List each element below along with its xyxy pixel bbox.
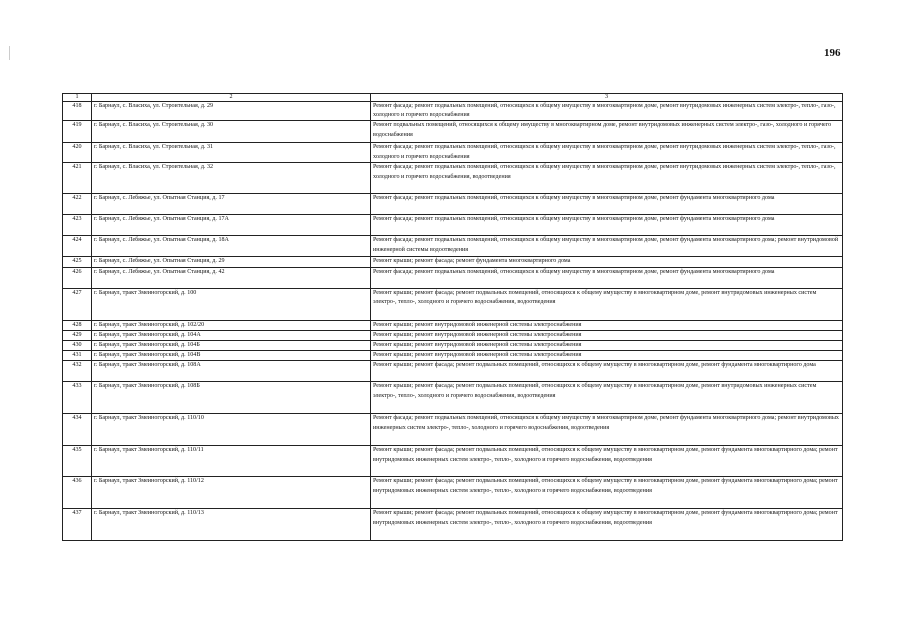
header-col-address: 2 xyxy=(92,94,371,102)
row-number-cell: 429 xyxy=(63,330,92,340)
address-cell: г. Барнаул, тракт Змеиногорский, д. 110/11 xyxy=(92,446,371,477)
row-number-cell: 418 xyxy=(63,102,92,121)
row-number-cell: 425 xyxy=(63,257,92,267)
table-row xyxy=(63,215,843,236)
address-cell: г. Барнаул, тракт Змеиногорский, д. 104А xyxy=(92,330,371,340)
address-cell: г. Барнаул, с. Лебяжье, ул. Опытная Станция, д. 29 xyxy=(92,257,371,267)
address-cell: г. Барнаул, тракт Змеиногорский, д. 110/12 xyxy=(92,477,371,509)
works-cell: Ремонт фасада; ремонт подвальных помещений, относящихся к общему имуществу в многоквартирном доме, ремонт фундамента многоквартирного дома; ремонт внутридомовой инженерной системы водоотведения xyxy=(371,236,843,257)
works-cell: Ремонт крыши; ремонт фасада; ремонт подвальных помещений, относящихся к общему имуществу в многоквартирном доме, ремонт фундамента многоквартирного дома xyxy=(371,361,843,382)
works-cell: Ремонт крыши; ремонт внутридомовой инженерной системы электроснабжения xyxy=(371,341,843,351)
table-row xyxy=(63,288,843,320)
works-cell: Ремонт фасада; ремонт подвальных помещений, относящихся к общему имуществу в многоквартирном доме, ремонт внутридомовых инженерных систем электро-, тепло-, газо-, холодного и горячего водоснабжения, водоотведения xyxy=(371,163,843,194)
table-row xyxy=(63,341,843,351)
row-number-cell: 422 xyxy=(63,194,92,215)
address-cell: г. Барнаул, с. Власиха, ул. Строительная, д. 29 xyxy=(92,102,371,121)
row-number-cell: 437 xyxy=(63,509,92,541)
works-cell: Ремонт крыши; ремонт фасада; ремонт подвальных помещений, относящихся к общему имуществу в многоквартирном доме, ремонт фундамента многоквартирного дома; ремонт внутридомовых инженерных систем электро-, тепло-, холодного и горячего водоснабжения, водоотведения xyxy=(371,509,843,541)
works-cell: Ремонт крыши; ремонт внутридомовой инженерной системы электроснабжения xyxy=(371,330,843,340)
header-col-number: 1 xyxy=(63,94,92,102)
works-cell: Ремонт фасада; ремонт подвальных помещений, относящихся к общему имуществу в многоквартирном доме, ремонт фундамента многоквартирного дома xyxy=(371,194,843,215)
address-cell: г. Барнаул, с. Лебяжье, ул. Опытная Станция, д. 42 xyxy=(92,267,371,288)
address-cell: г. Барнаул, с. Лебяжье, ул. Опытная Станция, д. 17А xyxy=(92,215,371,236)
row-number-cell: 436 xyxy=(63,477,92,509)
works-cell: Ремонт крыши; ремонт внутридомовой инженерной системы электроснабжения xyxy=(371,320,843,330)
works-cell: Ремонт крыши; ремонт фасада; ремонт подвальных помещений, относящихся к общему имуществу в многоквартирном доме, ремонт внутридомовых инженерных систем электро-, тепло-, холодного и горячего водоснабжения, водоотведения xyxy=(371,288,843,320)
row-number-cell: 434 xyxy=(63,414,92,446)
table-row xyxy=(63,320,843,330)
table-row xyxy=(63,163,843,194)
row-number-cell: 427 xyxy=(63,288,92,320)
row-number-cell: 426 xyxy=(63,267,92,288)
table-header-row xyxy=(63,94,843,102)
table-row xyxy=(63,236,843,257)
table-row xyxy=(63,414,843,446)
works-cell: Ремонт фасада; ремонт подвальных помещений, относящихся к общему имуществу в многоквартирном доме, ремонт внутридомовых инженерных систем электро-, тепло-, газо-, холодного и горячего водоснабжения xyxy=(371,143,843,163)
address-cell: г. Барнаул, тракт Змеиногорский, д. 104Б xyxy=(92,341,371,351)
address-cell: г. Барнаул, тракт Змеиногорский, д. 110/10 xyxy=(92,414,371,446)
works-cell: Ремонт крыши; ремонт фасада; ремонт фундамента многоквартирного дома xyxy=(371,257,843,267)
table-row xyxy=(63,361,843,382)
address-cell: г. Барнаул, тракт Змеиногорский, д. 102/20 xyxy=(92,320,371,330)
table-body xyxy=(63,102,843,541)
address-cell: г. Барнаул, с. Власиха, ул. Строительная, д. 31 xyxy=(92,143,371,163)
table-row xyxy=(63,330,843,340)
row-number-cell: 435 xyxy=(63,446,92,477)
table-row xyxy=(63,477,843,509)
row-number-cell: 419 xyxy=(63,121,92,143)
address-cell: г. Барнаул, с. Власиха, ул. Строительная, д. 32 xyxy=(92,163,371,194)
table-row xyxy=(63,509,843,541)
address-cell: г. Барнаул, тракт Змеиногорский, д. 108Б xyxy=(92,382,371,414)
works-cell: Ремонт крыши; ремонт внутридомовой инженерной системы электроснабжения xyxy=(371,351,843,361)
row-number-cell: 423 xyxy=(63,215,92,236)
address-cell: г. Барнаул, тракт Змеиногорский, д. 110/13 xyxy=(92,509,371,541)
table-row xyxy=(63,382,843,414)
address-cell: г. Барнаул, тракт Змеиногорский, д. 104В xyxy=(92,351,371,361)
row-number-cell: 430 xyxy=(63,341,92,351)
row-number-cell: 420 xyxy=(63,143,92,163)
works-cell: Ремонт крыши; ремонт фасада; ремонт подвальных помещений, относящихся к общему имуществу в многоквартирном доме, ремонт фундамента многоквартирного дома; ремонт внутридомовых инженерных систем электро-, тепло-, холодного и горячего водоснабжения, водоотведения xyxy=(371,446,843,477)
works-cell: Ремонт фасада; ремонт подвальных помещений, относящихся к общему имуществу в многоквартирном доме, ремонт фундамента многоквартирного дома; ремонт внутридомовых инженерных систем электро-, тепло-, холодного и горячего водоснабжения, водоотведения xyxy=(371,414,843,446)
table-row xyxy=(63,351,843,361)
address-cell: г. Барнаул, с. Лебяжье, ул. Опытная Станция, д. 18А xyxy=(92,236,371,257)
table-row xyxy=(63,257,843,267)
address-cell: г. Барнаул, тракт Змеиногорский, д. 100 xyxy=(92,288,371,320)
row-number-cell: 428 xyxy=(63,320,92,330)
row-number-cell: 431 xyxy=(63,351,92,361)
table-row xyxy=(63,102,843,121)
table-row xyxy=(63,143,843,163)
works-cell: Ремонт фасада; ремонт подвальных помещений, относящихся к общему имуществу в многоквартирном доме, ремонт внутридомовых инженерных систем электро-, тепло-, газо-, холодного и горячего водоснабжения xyxy=(371,102,843,121)
address-cell: г. Барнаул, тракт Змеиногорский, д. 108А xyxy=(92,361,371,382)
works-cell: Ремонт фасада; ремонт подвальных помещений, относящихся к общему имуществу в многоквартирном доме, ремонт фундамента многоквартирного дома xyxy=(371,267,843,288)
table-row xyxy=(63,121,843,143)
row-number-cell: 424 xyxy=(63,236,92,257)
works-cell: Ремонт подвальных помещений, относящихся к общему имуществу в многоквартирном доме, ремонт внутридомовых инженерных систем электро-, газо-, холодного и горячего водоснабжения xyxy=(371,121,843,143)
page-number: 196 xyxy=(824,47,841,59)
address-cell: г. Барнаул, с. Лебяжье, ул. Опытная Станция, д. 17 xyxy=(92,194,371,215)
works-table xyxy=(62,93,843,541)
row-number-cell: 421 xyxy=(63,163,92,194)
row-number-cell: 433 xyxy=(63,382,92,414)
row-number-cell: 432 xyxy=(63,361,92,382)
table-row xyxy=(63,267,843,288)
works-cell: Ремонт фасада; ремонт подвальных помещений, относящихся к общему имуществу в многоквартирном доме, ремонт фундамента многоквартирного дома xyxy=(371,215,843,236)
table-row xyxy=(63,194,843,215)
scan-margin-mark xyxy=(9,46,10,60)
table-row xyxy=(63,446,843,477)
works-cell: Ремонт крыши; ремонт фасада; ремонт подвальных помещений, относящихся к общему имуществу в многоквартирном доме, ремонт внутридомовых инженерных систем электро-, тепло-, холодного и горячего водоснабжения, водоотведения xyxy=(371,382,843,414)
address-cell: г. Барнаул, с. Власиха, ул. Строительная, д. 30 xyxy=(92,121,371,143)
works-cell: Ремонт крыши; ремонт фасада; ремонт подвальных помещений, относящихся к общему имуществу в многоквартирном доме, ремонт фундамента многоквартирного дома; ремонт внутридомовых инженерных систем электро-, тепло-, холодного и горячего водоснабжения, водоотведения xyxy=(371,477,843,509)
header-col-works: 3 xyxy=(371,94,843,102)
